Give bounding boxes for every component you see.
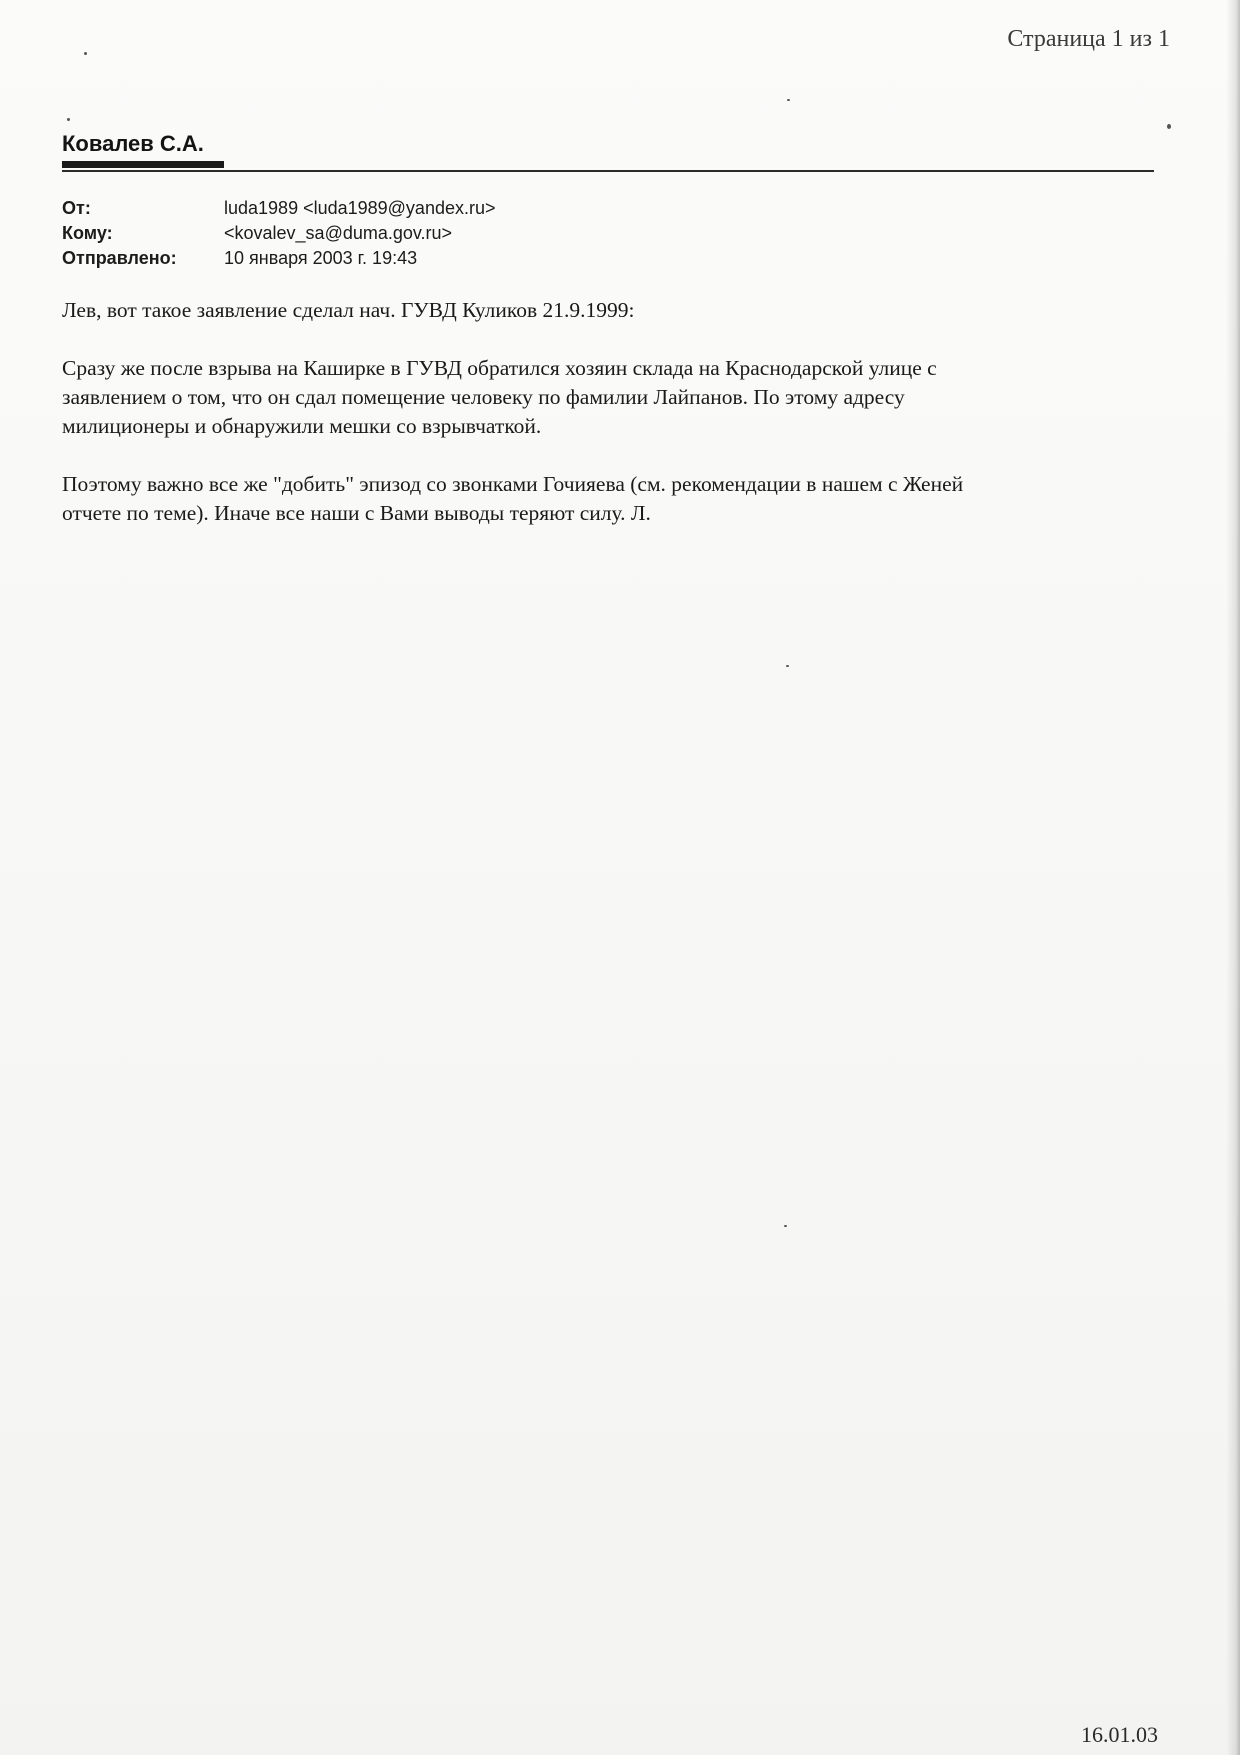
meta-label-from: От: [62,198,91,218]
email-body [62,296,1142,557]
meta-row-sent [62,246,496,271]
body-paragraph-1 [62,296,1142,325]
body-line: заявлением о том, что он сдал помещение человеку по фамилии Лайпанов. По этому адресу [62,385,905,409]
meta-label-to: Кому: [62,223,113,243]
body-line: Лев, вот такое заявление сделал нач. ГУВД Куликов 21.9.1999: [62,298,635,322]
meta-value-to: <kovalev_sa@duma.gov.ru> [224,223,453,243]
meta-value-from: luda1989 <luda1989@yandex.ru> [224,198,496,218]
title-underline [62,161,224,168]
email-meta [62,196,496,271]
body-line: Сразу же после взрыва на Каширке в ГУВД обратился хозяин склада на Краснодарской улице с [62,356,937,380]
scan-speck [784,1225,787,1227]
body-paragraph-3 [62,470,1142,528]
meta-value-sent: 10 января 2003 г. 19:43 [224,248,418,268]
paper-edge-shadow [1226,0,1240,1755]
meta-row-from [62,196,496,221]
scan-speck [786,665,789,667]
meta-label-sent: Отправлено: [62,248,177,268]
scan-speck [1167,124,1171,129]
scan-speck [84,52,87,55]
scan-speck [67,118,70,121]
handwritten-date: 16.01.03 [1081,1722,1158,1747]
body-line: Поэтому важно все же "добить" эпизод со звонками Гочияева (см. рекомендации в нашем с Женей [62,472,964,496]
document-title: Ковалев С.А. [62,131,204,156]
header-divider [62,170,1154,172]
scan-speck [787,99,790,101]
body-paragraph-2 [62,354,1142,441]
body-line: отчете по теме). Иначе все наши с Вами выводы теряют силу. Л. [62,501,651,525]
meta-row-to [62,221,496,246]
body-line: милиционеры и обнаружили мешки со взрывчаткой. [62,414,542,438]
page-number-header: Страница 1 из 1 [1007,26,1170,52]
